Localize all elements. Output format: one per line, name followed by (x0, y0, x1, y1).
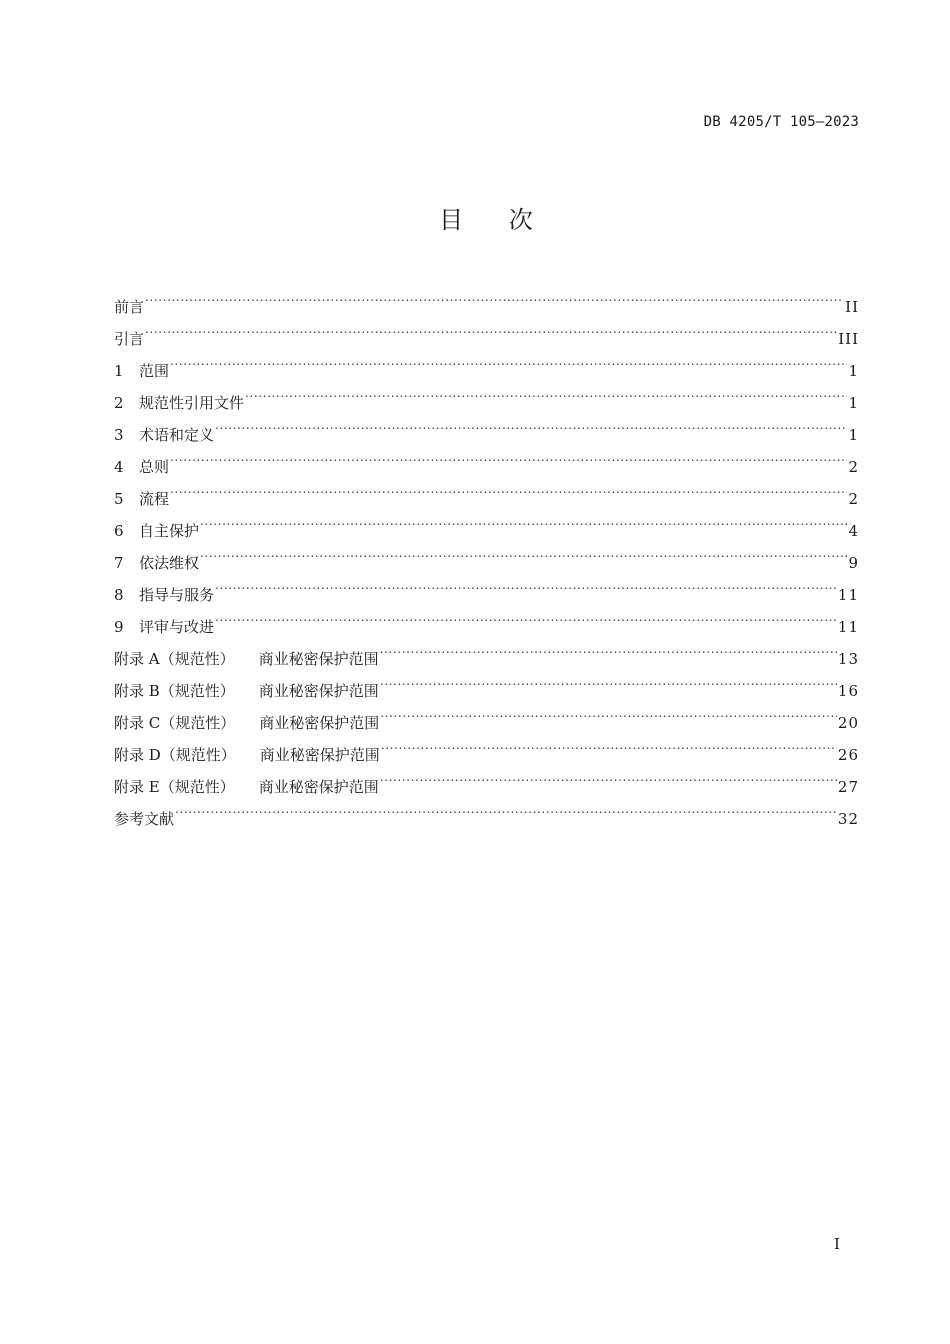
toc-entry-3[interactable] (114, 414, 859, 446)
toc-entry-page: III (838, 330, 859, 348)
toc-entry-page: 4 (848, 522, 859, 540)
toc-entry-appendix-e[interactable] (114, 766, 859, 798)
appendix-title: 商业秘密保护范围 (259, 714, 380, 732)
toc-entry-foreword[interactable] (114, 286, 859, 318)
toc-entry-label: 术语和定义 (139, 426, 215, 444)
toc-entry-label: 参考文献 (114, 810, 175, 828)
document-code: DB 4205/T 105—2023 (703, 114, 859, 130)
toc-entry-number: 7 (114, 554, 124, 572)
toc-entry-label: 依法维权 (139, 554, 200, 572)
appendix-label: 附录 C（规范性） (114, 714, 236, 732)
toc-entry-7[interactable] (114, 542, 859, 574)
toc-leader-dots (215, 606, 837, 632)
toc-entry-appendix-c[interactable] (114, 702, 859, 734)
toc-leader-dots (170, 446, 847, 472)
toc-entry-2[interactable] (114, 382, 859, 414)
toc-entry-8[interactable] (114, 574, 859, 606)
appendix-title: 商业秘密保护范围 (258, 682, 379, 700)
toc-leader-dots (200, 542, 847, 568)
toc-leader-dots (200, 510, 847, 536)
toc-entry-label: 流程 (139, 490, 170, 508)
toc-leader-dots (170, 478, 847, 504)
toc-title: 目 次 (439, 206, 533, 234)
toc-leader-dots (380, 702, 837, 728)
toc-entry-number: 2 (114, 394, 124, 412)
toc-entry-page: 27 (837, 778, 859, 796)
toc-entry-label (114, 678, 379, 704)
toc-entry-page: 1 (848, 394, 859, 412)
toc-leader-dots (215, 414, 847, 440)
toc-leader-dots (381, 734, 837, 760)
toc-leader-dots (145, 318, 837, 344)
appendix-title: 商业秘密保护范围 (258, 650, 379, 668)
toc-entry-appendix-d[interactable] (114, 734, 859, 766)
toc-entry-number: 9 (114, 618, 124, 636)
toc-leader-dots (380, 638, 837, 664)
toc-entry-page: 11 (837, 618, 859, 636)
toc-entry-number: 4 (114, 458, 124, 476)
toc-entry-page: 11 (837, 586, 859, 604)
toc-entry-appendix-a[interactable] (114, 638, 859, 670)
toc-leader-dots (215, 574, 837, 600)
toc-entry-label: 范围 (139, 362, 170, 380)
toc-entry-label (114, 646, 379, 672)
toc-entry-label: 前言 (114, 298, 145, 316)
toc-leader-dots (170, 350, 847, 376)
toc-entry-9[interactable] (114, 606, 859, 638)
toc-entry-page: 32 (837, 810, 859, 828)
appendix-title: 商业秘密保护范围 (259, 746, 380, 764)
toc-entry-number: 1 (114, 362, 124, 380)
toc-entry-page: 1 (848, 362, 859, 380)
appendix-label: 附录 D（规范性） (114, 746, 236, 764)
toc-leader-dots (380, 670, 837, 696)
toc-entry-label: 总则 (139, 458, 170, 476)
toc-leader-dots (245, 382, 847, 408)
toc-entry-appendix-b[interactable] (114, 670, 859, 702)
toc-entry-label: 引言 (114, 330, 145, 348)
appendix-label: 附录 B（规范性） (114, 682, 235, 700)
toc-entry-page: 2 (848, 490, 859, 508)
toc-entry-page: 26 (837, 746, 859, 764)
toc-entry-label (114, 742, 380, 768)
toc-entry-introduction[interactable] (114, 318, 859, 350)
appendix-label: 附录 E（规范性） (114, 778, 235, 796)
toc-entry-page: 20 (837, 714, 859, 732)
toc-entry-label: 规范性引用文件 (139, 394, 245, 412)
toc-entry-label (114, 710, 379, 736)
toc-entry-page: 16 (837, 682, 859, 700)
appendix-label: 附录 A（规范性） (114, 650, 235, 668)
appendix-title: 商业秘密保护范围 (258, 778, 379, 796)
toc-entry-label (114, 774, 379, 800)
toc-entry-bibliography[interactable] (114, 798, 859, 830)
toc-leader-dots (380, 766, 837, 792)
toc-entry-page: 9 (848, 554, 859, 572)
toc-entry-number: 6 (114, 522, 124, 540)
toc-entry-1[interactable] (114, 350, 859, 382)
toc-entry-page: II (845, 298, 859, 316)
toc-entry-5[interactable] (114, 478, 859, 510)
toc-entry-page: 2 (848, 458, 859, 476)
table-of-contents (114, 286, 859, 830)
page-number: I (834, 1235, 840, 1253)
toc-entry-4[interactable] (114, 446, 859, 478)
toc-entry-label: 指导与服务 (139, 586, 215, 604)
toc-entry-label: 自主保护 (139, 522, 200, 540)
toc-leader-dots (145, 286, 844, 312)
toc-entry-number: 3 (114, 426, 124, 444)
toc-entry-6[interactable] (114, 510, 859, 542)
toc-entry-page: 1 (848, 426, 859, 444)
toc-entry-number: 5 (114, 490, 124, 508)
toc-entry-number: 8 (114, 586, 124, 604)
toc-entry-label: 评审与改进 (139, 618, 215, 636)
toc-leader-dots (175, 798, 837, 824)
toc-entry-page: 13 (837, 650, 859, 668)
